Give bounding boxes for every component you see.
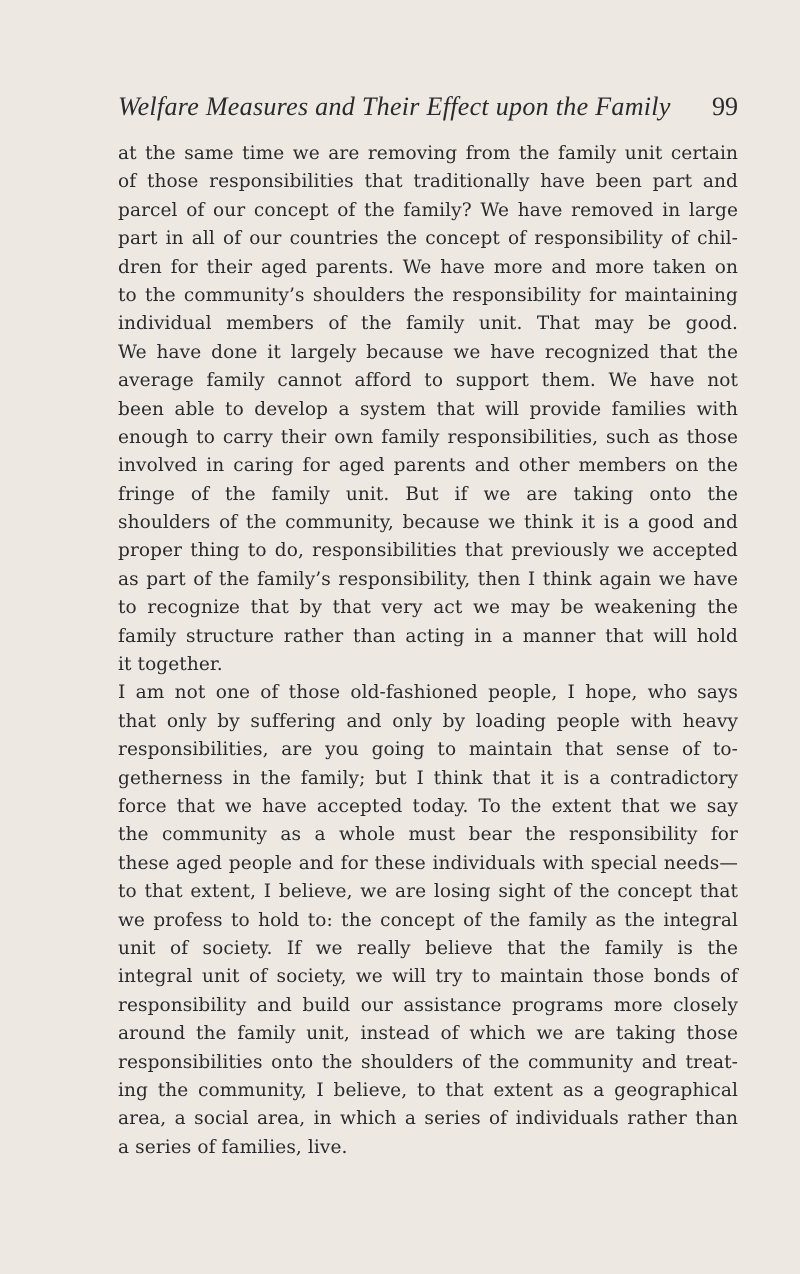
text-line: We have done it largely because we have recognized that the: [118, 341, 738, 363]
text-line: responsibility and build our assistance programs more closely: [118, 994, 738, 1016]
text-line: been able to develop a system that will provide families with: [118, 398, 738, 420]
text-line: we profess to hold to: the concept of the family as the integral: [118, 909, 738, 931]
running-head: [118, 92, 738, 126]
text-line: as part of the family’s responsibility, then I think again we have: [118, 568, 738, 590]
text-line: ing the community, I believe, to that extent as a geographical: [118, 1079, 738, 1101]
text-line: to recognize that by that very act we may be weakening the: [118, 597, 738, 619]
text-line: fringe of the family unit. But if we are taking onto the: [118, 483, 738, 505]
text-line: proper thing to do, responsibilities that previously we accepted: [118, 540, 738, 562]
text-line: these aged people and for these individuals with special needs—: [118, 852, 738, 874]
text-line: individual members of the family unit. That may be good.: [118, 313, 738, 335]
text-line: integral unit of society, we will try to maintain those bonds of: [118, 966, 738, 988]
text-line: at the same time we are removing from the family unit certain: [118, 143, 738, 164]
page-number: 99: [712, 92, 738, 121]
text-line: I am not one of those old-fashioned people, I hope, who says: [118, 682, 738, 704]
text-line: family structure rather than acting in a manner that will hold: [118, 625, 738, 647]
paragraph-2: [118, 679, 738, 1162]
text-line: to the community’s shoulders the responsibility for maintaining: [118, 284, 738, 306]
paragraph-1: [118, 140, 738, 679]
text-line: average family cannot afford to support them. We have not: [118, 370, 738, 392]
text-line: to that extent, I believe, we are losing sight of the concept that: [118, 881, 738, 903]
text-line: a series of families, live.: [118, 1136, 348, 1158]
text-line: that only by suffering and only by loading people with heavy: [118, 710, 738, 732]
text-line: enough to carry their own family responsibilities, such as those: [118, 426, 738, 448]
text-line: part in all of our countries the concept of responsibility of chil-: [118, 228, 738, 250]
text-line: parcel of our concept of the family? We have removed in large: [118, 199, 738, 221]
text-line: involved in caring for aged parents and other members on the: [118, 455, 738, 477]
text-line: getherness in the family; but I think that it is a contradictory: [118, 767, 738, 789]
text-line: area, a social area, in which a series of individuals rather than: [118, 1108, 738, 1130]
text-line: of those responsibilities that traditionally have been part and: [118, 171, 738, 193]
text-line: responsibilities, are you going to maintain that sense of to-: [118, 739, 738, 761]
text-line: around the family unit, instead of which we are taking those: [118, 1023, 738, 1045]
text-line: unit of society. If we really believe that the family is the: [118, 937, 738, 959]
text-line: it together.: [118, 654, 223, 676]
running-head-title: Welfare Measures and Their Effect upon the Family: [118, 92, 671, 121]
text-line: dren for their aged parents. We have more and more taken on: [118, 256, 738, 278]
body-text: [118, 140, 738, 1162]
text-line: the community as a whole must bear the responsibility for: [118, 824, 738, 846]
text-line: force that we have accepted today. To the extent that we say: [118, 795, 738, 817]
text-line: responsibilities onto the shoulders of the community and treat-: [118, 1051, 738, 1073]
text-line: shoulders of the community, because we think it is a good and: [118, 512, 738, 534]
